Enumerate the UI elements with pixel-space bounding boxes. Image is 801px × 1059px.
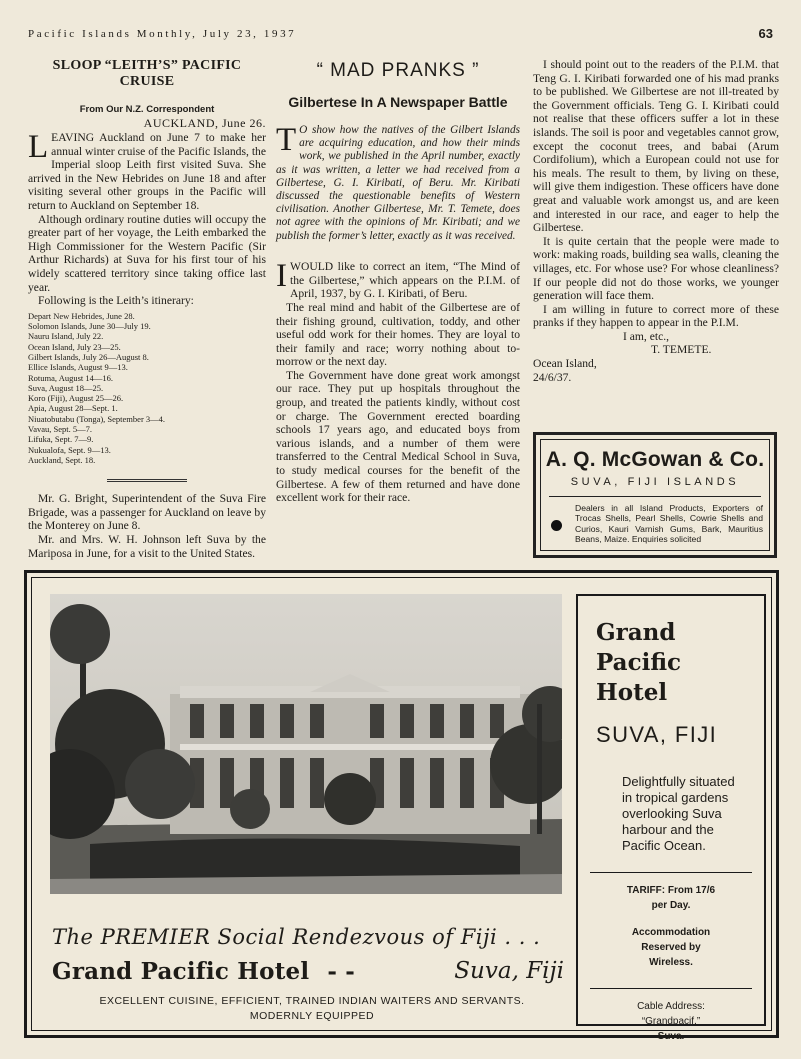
hotel-features	[52, 994, 572, 1024]
bullet-icon	[551, 520, 562, 531]
drop-cap-l: L	[28, 129, 49, 165]
mcgowan-description: Dealers in all Island Products, Exporters of Trocas Shells, Pearl Shells, Cowrie Shells and Curios, Kauri Varnish Gums, Bark, Mauritius Beans, Maize. Enquiries solicited	[575, 503, 763, 545]
hotel-advertisement	[24, 570, 779, 1042]
mcgowan-location: SUVA, FIJI ISLANDS	[570, 476, 740, 488]
cable-address: Cable Address: “Grandpacif,” Suva.	[637, 1001, 705, 1042]
side-divider	[590, 872, 752, 873]
sloop-title-line2: CRUISE	[119, 74, 175, 89]
sloop-para1: LEAVING Auckland on June 7 to make her annual winter cruise of the Pacific Islands, the Imperial sloop Leith first visited Suva. She arrived in the New Hebrides on June 18 and after visiting several other groups in the Pacific will return to Auckland on September 18.	[28, 129, 266, 212]
mcgowan-advertisement	[533, 432, 777, 558]
list-item: Depart New Hebrides, June 28.	[28, 310, 135, 321]
list-item: Gilbert Islands, July 26—August 8.	[28, 351, 149, 362]
hotel-name-place: Suva, Fiji	[454, 958, 564, 984]
letter-date: 24/6/37.	[533, 370, 572, 384]
page-number: 63	[758, 26, 773, 41]
letter-place: Ocean Island,	[533, 357, 597, 371]
list-item: Ocean Island, July 23—25.	[28, 341, 121, 352]
mad-pranks-subtitle: Gilbertese In A Newspaper Battle	[288, 94, 508, 110]
running-header	[28, 28, 773, 44]
itinerary-list	[28, 311, 266, 465]
ad-frame	[31, 577, 772, 1042]
hotel-cuisine: EXCELLENT CUISINE, EFFICIENT, TRAINED INDIAN WAITERS AND SERVANTS.	[99, 995, 525, 1007]
list-item: Nukualofa, Sept. 9—13.	[28, 444, 111, 455]
list-item: Nauru Island, July 22.	[28, 331, 104, 342]
letter-para2: The real mind and habit of the Gilbertese are of their fishing ground, cultivation, toddy, and other useful odd work for their homes. They are loyal to their family and race; worry nothing about to-morrow or the next day.	[276, 300, 520, 369]
accommodation-text: Accommodation Reserved by Wireless.	[631, 927, 711, 968]
column-middle	[276, 58, 520, 505]
hotel-dashes: - -	[327, 958, 356, 985]
note-johnson: Mr. and Mrs. W. H. Johnson left Suva by the Mariposa in June, for a visit to the United States.	[28, 532, 266, 560]
letter-signature: T. TEMETE.	[651, 343, 712, 357]
dateline: AUCKLAND, June 26.	[143, 116, 266, 130]
mcgowan-name: A. Q. McGowan & Co.	[545, 448, 765, 471]
ad-frame	[540, 439, 770, 551]
list-item: Apia, August 28—Sept. 1.	[28, 403, 118, 414]
hotel-sidebox	[576, 594, 766, 1042]
list-item: Koro (Fiji), August 25—26.	[28, 393, 124, 404]
list-item: Ellice Islands, August 9—13.	[28, 362, 128, 373]
letter-para3: The Government have done great work amongst our race. They put up hospitals throughout the group, and treated the patients kindly, without cost or charge. The Government erected boarding schools 17 years ago, and educated boys from various islands, and a number of them were transferred to the Central Medical School in Suva, to study medical courses for the benefit of the Gilbertese. A few of them returned and have done excellent work for their race.	[276, 368, 520, 505]
side-hotel-place: SUVA, FIJI	[596, 722, 718, 747]
hotel-tagline: The PREMIER Social Rendezvous of Fiji . . .	[52, 925, 541, 949]
drop-cap-i: I	[276, 258, 287, 295]
mad-pranks-title: “ MAD PRANKS ”	[316, 60, 480, 81]
sloop-para2: Although ordinary routine duties will occupy the greater part of her voyage, the Leith embarked the High Commissioner for the Western Pacific (Sir Arthur Richards) at Suva for his first tour of his widely scattered territory since taking office last year.	[28, 212, 266, 294]
letter-cont-para3: I am willing in future to correct more of these pranks if they happen to appear in the P.I.M.	[533, 302, 779, 330]
list-item: Niuatobutabu (Tonga), September 3—4.	[28, 413, 166, 424]
list-item: Auckland, Sept. 18.	[28, 454, 96, 465]
ad-divider	[549, 496, 761, 497]
letter-para1: IWOULD like to correct an item, “The Mind of the Gilbertese,” which appears on the P.I.M. of April, 1937, by G. I. Kiribati, of Beru.	[276, 258, 520, 301]
list-item: Rotuma, August 14—16.	[28, 372, 114, 383]
hotel-name-bold: Grand Pacific Hotel	[52, 958, 310, 985]
hotel-photo-illustration	[50, 594, 562, 894]
side-hotel-description: Delightfully situated in tropical gardens overlooking Suva harbour and the Pacific Ocean.	[622, 774, 735, 853]
hotel-equipped: MODERNLY EQUIPPED	[249, 1010, 375, 1022]
list-item: Vavau, Sept. 5—7.	[28, 423, 92, 434]
tariff-text: TARIFF: From 17/6 per Day.	[626, 885, 716, 911]
hotel-name-line	[52, 958, 572, 988]
column-right	[533, 58, 779, 384]
byline: From Our N.Z. Correspondent	[79, 104, 215, 115]
list-item: Solomon Islands, June 30—July 19.	[28, 321, 151, 332]
editor-intro: T O show how the natives of the Gilbert Islands are acquiring education, and how their minds work, we published in the April number, exactly as it was written, a letter we had received from a Gilbertese, G. I. Kiribati, of Beru. Mr. Kiribati discussed the questionable benefits of Western civilisation. Another Gilbertese, Mr. T. Temete, does not agree with the opinions of Mr. Kiribati; and we publish the former’s letter, exactly as it was received.	[276, 122, 520, 242]
side-divider	[590, 988, 752, 989]
letter-closing: I am, etc.,	[623, 329, 670, 343]
running-head: Pacific Islands Monthly, July 23, 1937	[28, 28, 297, 40]
hotel-photograph	[50, 594, 562, 894]
sloop-para3: Following is the Leith’s itinerary:	[38, 294, 194, 308]
sloop-title-line1: SLOOP “LEITH’S” PACIFIC	[52, 58, 242, 73]
side-hotel-name: Grand Pacific Hotel	[596, 619, 682, 706]
letter-cont-para2: It is quite certain that the people were made to work: making roads, building sea walls, cleaning the villages, etc. For whose use? For whose cleanliness? If our people did not do those works, we younger generation will face them.	[533, 234, 779, 303]
section-divider	[107, 479, 187, 482]
column-left	[28, 58, 266, 560]
letter-cont-para1: I should point out to the readers of the P.I.M. that Teng G. I. Kiribati forwarded one of his mad pranks to be published. We Gilbertese are not ill-treated by the Government officials. Teng G. I. Kiribati could not realise that these officers suffer a lot in these islands. The soil is poor and vegetables cannot grow, except the coconut trees, and babai (Arum Cordifolium), which a European could not use for his meals. The result to them, by living on these, will give them indigestion. These officers have done great and valuable work amongst us, and are keen and interested in our race, and eager to help the Gilbertese.	[533, 58, 779, 235]
drop-cap-t: T	[276, 122, 297, 158]
note-bright: Mr. G. Bright, Superintendent of the Suva Fire Brigade, was a passenger for Auckland on leave by the Monterey on June 8.	[28, 492, 266, 533]
list-item: Lifuka, Sept. 7—9.	[28, 434, 94, 445]
list-item: Suva, August 18—25.	[28, 382, 104, 393]
